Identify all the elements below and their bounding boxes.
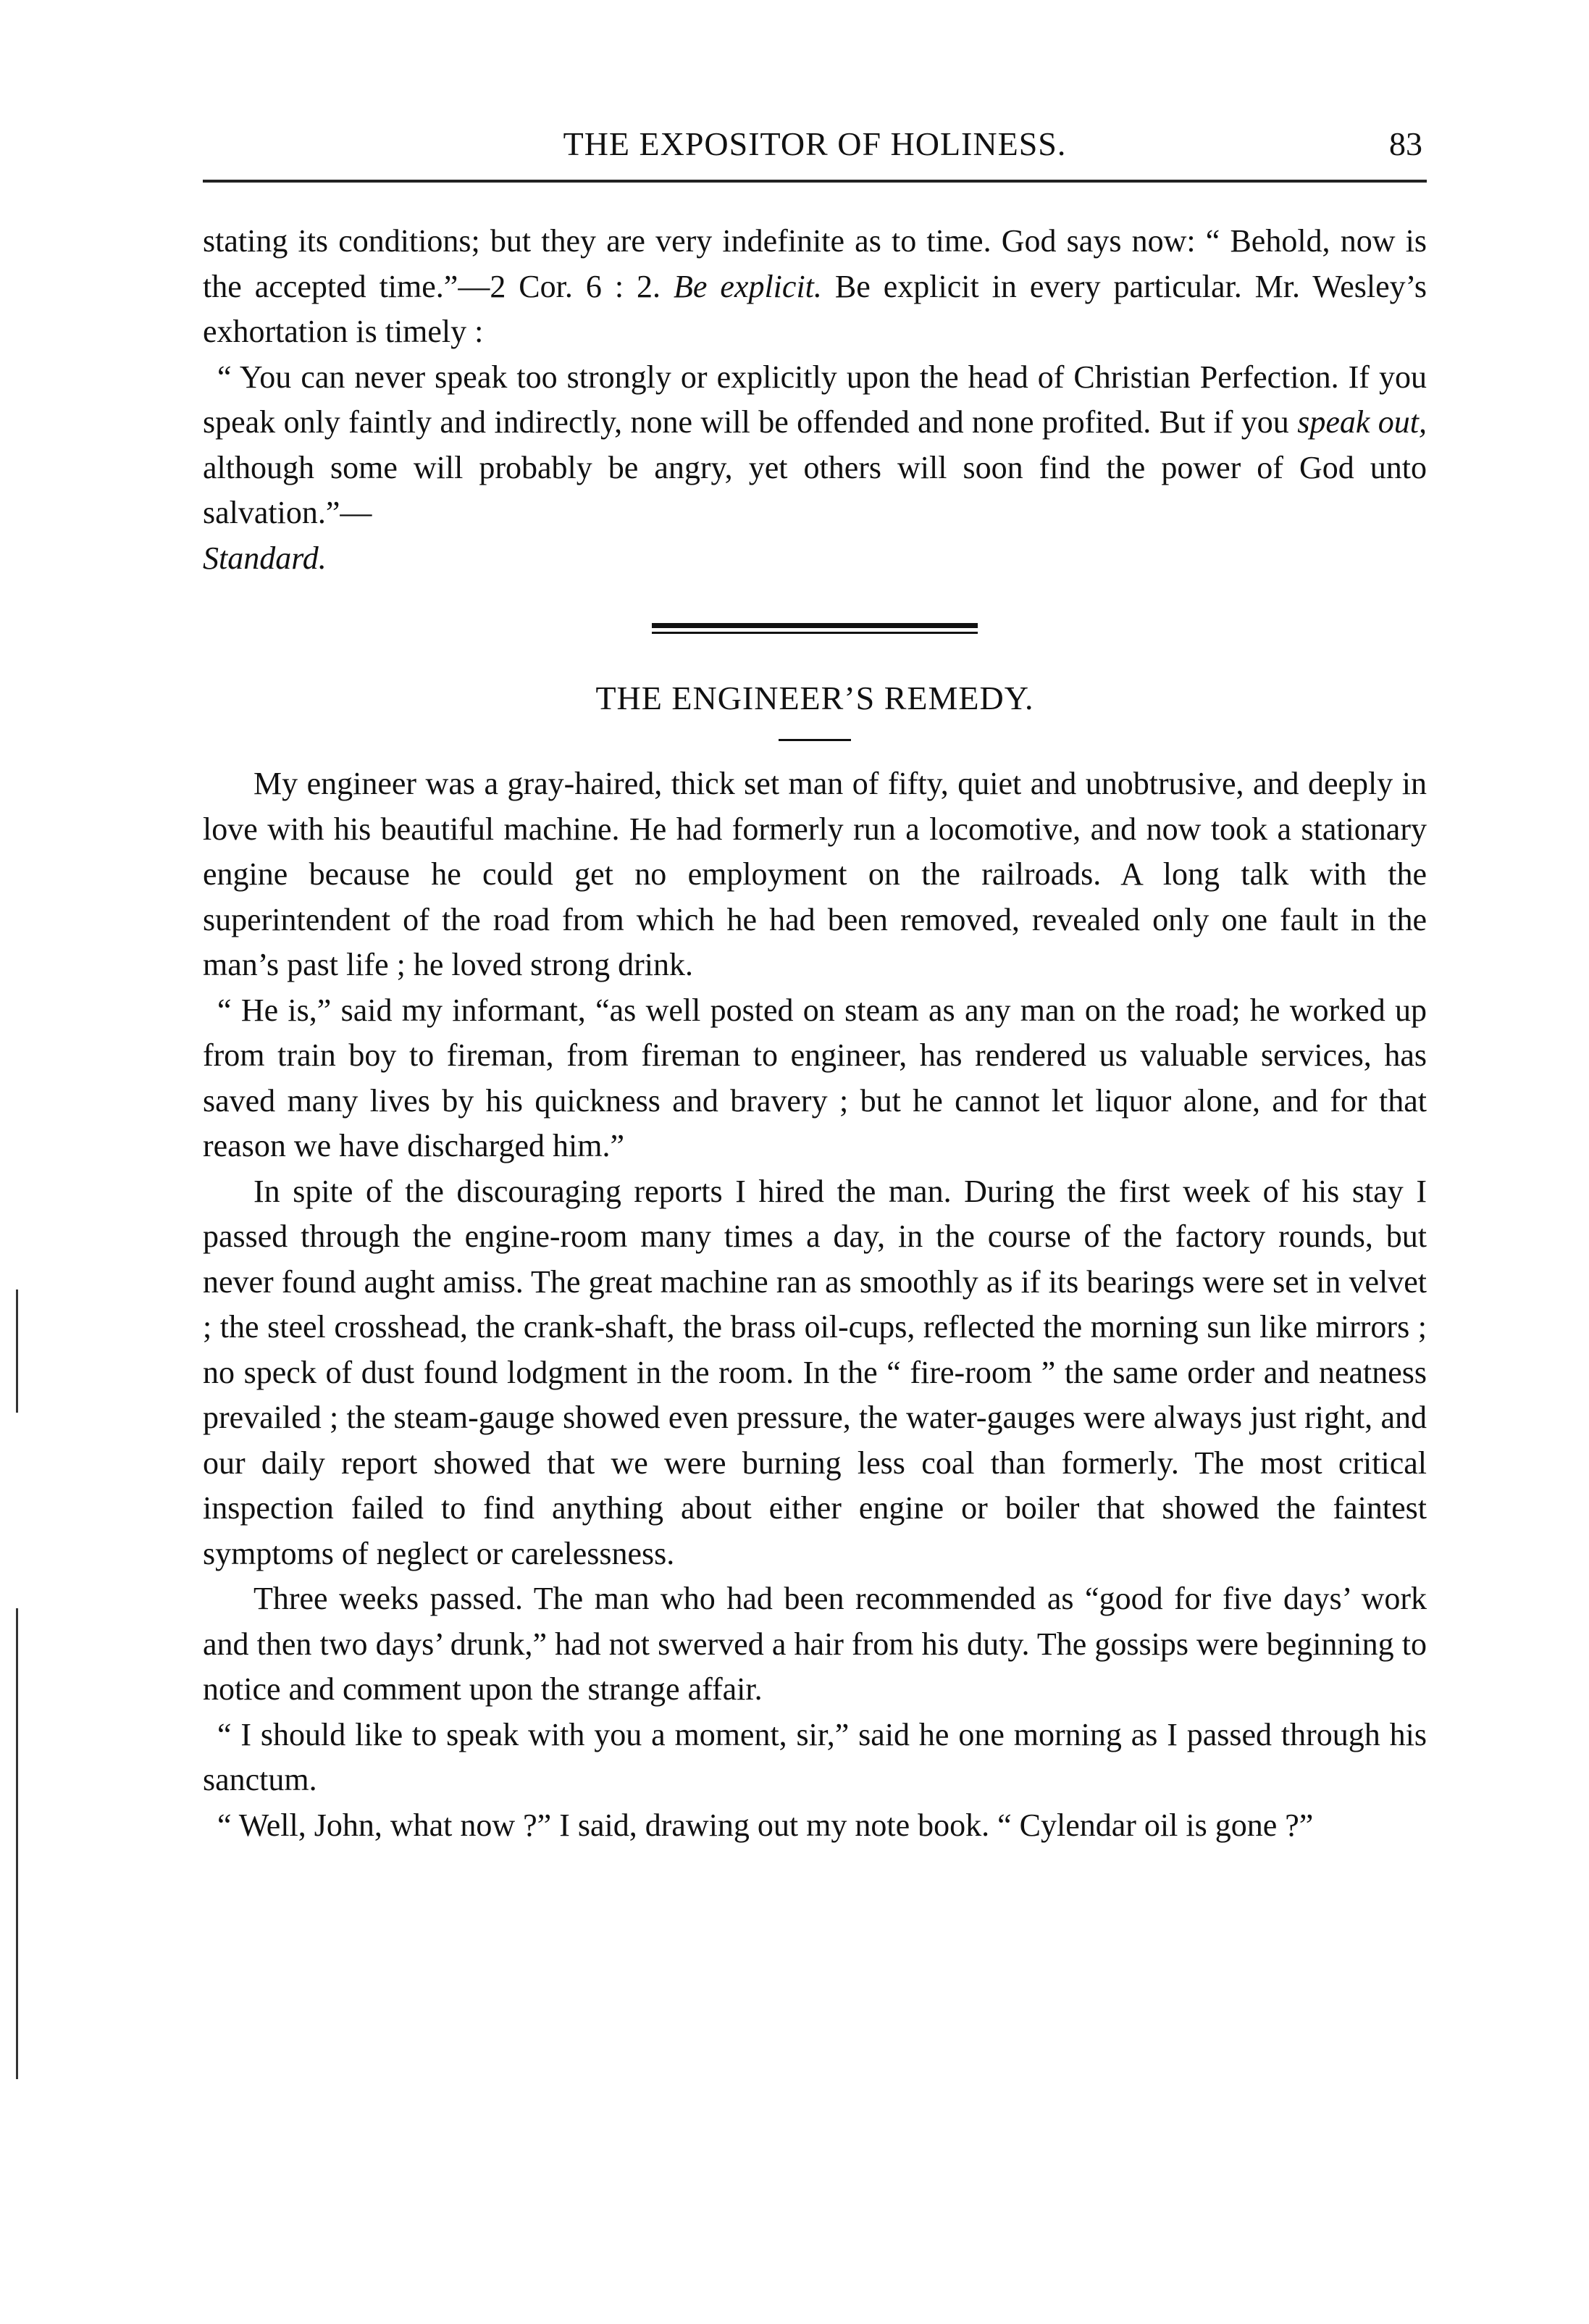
article-body bbox=[203, 761, 1427, 1848]
divider-thick-line bbox=[652, 623, 978, 628]
article-paragraph: My engineer was a gray-haired, thick set man of fifty, quiet and unobtrusive, and deeply in love with his beautiful machine. He had formerly run a locomotive, and now took a stationary engine because he could get no employment on the railroads. A long talk with the superintendent of the road from which he had been removed, revealed only one fault in the man’s past life ; he loved strong drink. bbox=[203, 766, 1427, 982]
header-rule bbox=[203, 180, 1427, 183]
quote-source: Standard. bbox=[203, 540, 327, 576]
running-head bbox=[203, 109, 1427, 174]
article-paragraph: “ I should like to speak with you a moment, sir,” said he one morning as I passed through his sanctum. bbox=[203, 1716, 1427, 1797]
article-paragraph: Three weeks passed. The man who had been recommended as “good for five days’ work and then two days’ drunk,” had not swerved a hair from his duty. The gossips were beginning to notice and comment upon the strange affair. bbox=[203, 1581, 1427, 1707]
page-number: 83 bbox=[1389, 125, 1422, 162]
page bbox=[203, 109, 1427, 1848]
continued-paragraph bbox=[203, 219, 1427, 355]
margin-mark-upper bbox=[16, 1290, 18, 1413]
title-rule bbox=[779, 739, 851, 741]
continued-lead: stating its conditions; but they are very indefinite as to time. God says now: “ Behold, now is the accepted time.”—2 Cor. 6 : 2. bbox=[203, 223, 1427, 304]
journal-title: THE EXPOSITOR OF HOLINESS. bbox=[563, 125, 1067, 162]
continued-tail: Be explicit in every particular. Mr. Wesley’s exhortation is timely : bbox=[203, 268, 1427, 349]
article-title: THE ENGINEER’S REMEDY. bbox=[595, 680, 1034, 716]
article-paragraph: “ Well, John, what now ?” I said, drawing out my note book. “ Cylendar oil is gone ?” bbox=[217, 1807, 1314, 1843]
margin-mark-lower bbox=[16, 1608, 18, 2079]
article-paragraph: In spite of the discouraging reports I hired the man. During the first week of his stay I passed through the engine-room many times a day, in the course of the factory rounds, but never found aught amiss. The great machine ran as smoothly as if its bearings were set in velvet ; the steel crosshead, the crank-shaft, the brass oil-cups, reflected the morning sun like mirrors ; no speck of dust found lodgment in the room. In the “ fire-room ” the same order and neatness prevailed ; the steam-gauge showed even pressure, the water-gauges were always just right, and our daily report showed that we were burning less coal than formerly. The most critical inspection failed to find anything about either engine or boiler that showed the faintest symptoms of neglect or carelessness. bbox=[203, 1173, 1427, 1571]
continued-article bbox=[203, 219, 1427, 581]
quote-end: although some will probably be angry, yet others will soon find the power of God unto salvation.”— bbox=[203, 449, 1427, 530]
wesley-quote bbox=[203, 355, 1427, 582]
article-paragraph: “ He is,” said my informant, “as well posted on steam as any man on the road; he worked up from train boy to fireman, from fireman to engineer, has rendered us valuable services, has saved many lives by his quickness and bravery ; but he cannot let liquor alone, and for that reason we have discharged him.” bbox=[203, 992, 1427, 1163]
quote-start: “ You can never speak too strongly or explicitly upon the head of Christian Perfection. If you speak only faintly and indirectly, none will be offended and none profited. But if you bbox=[203, 359, 1427, 440]
divider-thin-line bbox=[652, 632, 978, 634]
quote-emphasis: speak out, bbox=[1297, 404, 1427, 440]
section-divider bbox=[652, 623, 978, 634]
continued-emphasis: Be explicit. bbox=[674, 268, 822, 304]
